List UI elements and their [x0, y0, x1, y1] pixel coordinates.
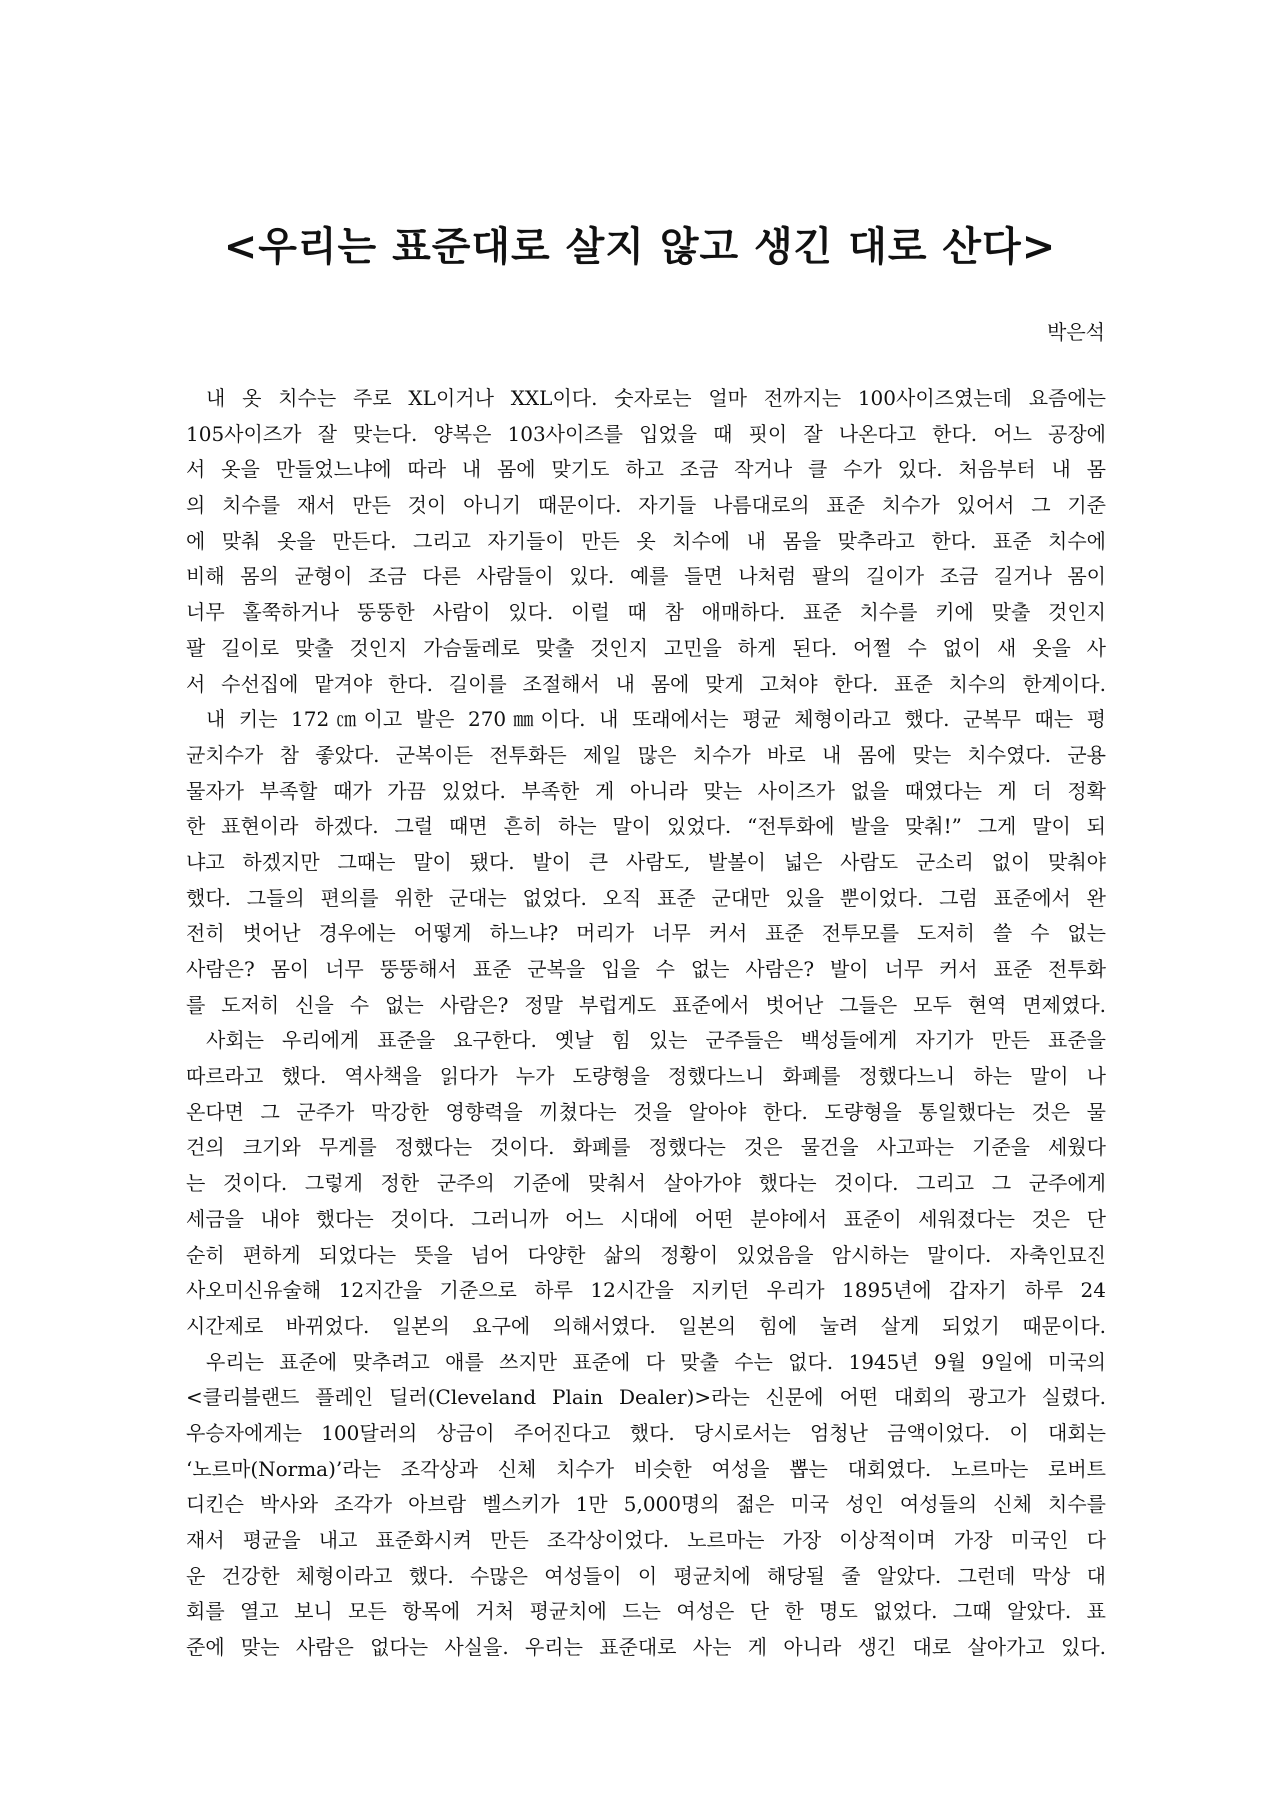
- text-line: 너무 홀쭉하거나 뚱뚱한 사람이 있다. 이럴 때 참 애매하다. 표준 치수를 키에 맞출 것인지: [186, 600, 1106, 625]
- text-line: 균치수가 참 좋았다. 군복이든 전투화든 제일 많은 치수가 바로 내 몸에 맞는 치수였다. 군용: [186, 742, 1106, 767]
- text-line: 냐고 하겠지만 그때는 말이 됐다. 발이 큰 사람도, 발볼이 넓은 사람도 군소리 없이 맞춰야: [186, 849, 1106, 874]
- text-line: 온다면 그 군주가 막강한 영향력을 끼쳤다는 것을 알아야 한다. 도량형을 통일했다는 것은 물: [186, 1099, 1106, 1124]
- text-line: 팔 길이로 맞출 것인지 가슴둘레로 맞출 것인지 고민을 하게 된다. 어쩔 수 없이 새 옷을 사: [186, 635, 1106, 660]
- paragraph: [186, 381, 1106, 702]
- text-line: 사람은? 몸이 너무 뚱뚱해서 표준 군복을 입을 수 없는 사람은? 발이 너무 커서 표준 전투화: [186, 957, 1106, 981]
- text-line: 우승자에게는 100달러의 상금이 주어진다고 했다. 당시로서는 엄청난 금액이었다. 이 대회는: [186, 1420, 1106, 1445]
- text-line: 우리는 표준에 맞추려고 애를 쓰지만 표준에 다 맞출 수는 없다. 1945년 9월 9일에 미국의: [206, 1349, 1106, 1374]
- text-line: 사회는 우리에게 표준을 요구한다. 옛날 힘 있는 군주들은 백성들에게 자기가 만든 표준을: [206, 1028, 1106, 1053]
- text-line: 디킨슨 박사와 조각가 아브람 벨스키가 1만 5,000명의 젊은 미국 성인 여성들의 신체 치수를: [186, 1492, 1106, 1517]
- text-line: 한 표현이라 하겠다. 그럴 때면 흔히 하는 말이 있었다. “전투화에 발을 맞춰!” 그게 말이 되: [186, 814, 1106, 839]
- author-name: 박은석: [1047, 320, 1105, 344]
- text-line: 준에 맞는 사람은 없다는 사실을. 우리는 표준대로 사는 게 아니라 생긴 대로 살아가고 있다.: [186, 1635, 1106, 1660]
- text-line: 물자가 부족할 때가 가끔 있었다. 부족한 게 아니라 맞는 사이즈가 없을 때였다는 게 더 정확: [186, 778, 1106, 803]
- text-line: 는 것이다. 그렇게 정한 군주의 기준에 맞춰서 살아가야 했다는 것이다. 그리고 그 군주에게: [186, 1171, 1106, 1196]
- text-line: <클리블랜드 플레인 딜러(Cleveland Plain Dealer)>라는 신문에 어떤 대회의 광고가 실렸다.: [186, 1385, 1106, 1410]
- text-line: 세금을 내야 했다는 것이다. 그러니까 어느 시대에 어떤 분야에서 표준이 세워졌다는 것은 단: [186, 1206, 1106, 1231]
- text-line: ‘노르마(Norma)’라는 조각상과 신체 치수가 비슷한 여성을 뽑는 대회였다. 노르마는 로버트: [186, 1456, 1106, 1481]
- text-line: 비해 몸의 균형이 조금 다른 사람들이 있다. 예를 들면 나처럼 팔의 길이가 조금 길거나 몸이: [186, 564, 1106, 589]
- text-line: 전히 벗어난 경우에는 어떻게 하느냐? 머리가 너무 커서 표준 전투모를 도저히 쓸 수 없는: [186, 921, 1106, 946]
- text-line: 서 옷을 만들었느냐에 따라 내 몸에 맞기도 하고 조금 작거나 클 수가 있다. 처음부터 내 몸: [186, 457, 1106, 482]
- text-line: 회를 열고 보니 모든 항목에 거처 평균치에 드는 여성은 단 한 명도 없었다. 그때 알았다. 표: [186, 1599, 1106, 1624]
- text-line: 했다. 그들의 편의를 위한 군대는 없었다. 오직 표준 군대만 있을 뿐이었다. 그럼 표준에서 완: [186, 885, 1106, 910]
- text-line: 건의 크기와 무게를 정했다는 것이다. 화폐를 정했다는 것은 물건을 사고파는 기준을 세웠다: [186, 1135, 1106, 1160]
- text-line: 재서 평균을 내고 표준화시켜 만든 조각상이었다. 노르마는 가장 이상적이며 가장 미국인 다: [186, 1528, 1106, 1552]
- text-line: 내 키는 172㎝이고 발은 270㎜이다. 내 또래에서는 평균 체형이라고 했다. 군복무 때는 평: [206, 707, 1106, 732]
- text-line: 에 맞춰 옷을 만든다. 그리고 자기들이 만든 옷 치수에 내 몸을 맞추라고 한다. 표준 치수에: [186, 528, 1106, 553]
- text-line: 내 옷 치수는 주로 XL이거나 XXL이다. 숫자로는 얼마 전까지는 100사이즈였는데 요즘에는: [206, 386, 1106, 410]
- document-body: [186, 381, 1106, 1666]
- text-line: 사오미신유술해 12지간을 기준으로 하루 12시간을 지키던 우리가 1895년에 갑자기 하루 24: [186, 1278, 1106, 1303]
- paragraph: [186, 702, 1106, 1023]
- text-line: 운 건강한 체형이라고 했다. 수많은 여성들이 이 평균치에 해당될 줄 알았다. 그런데 막상 대: [186, 1563, 1106, 1588]
- document-title: <우리는 표준대로 살지 않고 생긴 대로 산다>: [223, 223, 1057, 270]
- paragraph: [186, 1023, 1106, 1344]
- text-line: 105사이즈가 잘 맞는다. 양복은 103사이즈를 입었을 때 핏이 잘 나온다고 한다. 어느 공장에: [186, 421, 1106, 446]
- paragraph: [186, 1345, 1106, 1666]
- text-line: 순히 편하게 되었다는 뜻을 넘어 다양한 삶의 정황이 있었음을 암시하는 말이다. 자축인묘진: [186, 1242, 1106, 1267]
- text-line: 따르라고 했다. 역사책을 읽다가 누가 도량형을 정했다느니 화폐를 정했다느니 하는 말이 나: [186, 1064, 1106, 1089]
- text-line: 의 치수를 재서 만든 것이 아니기 때문이다. 자기들 나름대로의 표준 치수가 있어서 그 기준: [186, 493, 1106, 518]
- text-line: 를 도저히 신을 수 없는 사람은? 정말 부럽게도 표준에서 벗어난 그들은 모두 현역 면제였다.: [186, 992, 1106, 1017]
- text-line: 시간제로 바뀌었다. 일본의 요구에 의해서였다. 일본의 힘에 눌려 살게 되었기 때문이다.: [186, 1313, 1106, 1338]
- text-line: 서 수선집에 맡겨야 한다. 길이를 조절해서 내 몸에 맞게 고쳐야 한다. 표준 치수의 한계이다.: [186, 671, 1106, 696]
